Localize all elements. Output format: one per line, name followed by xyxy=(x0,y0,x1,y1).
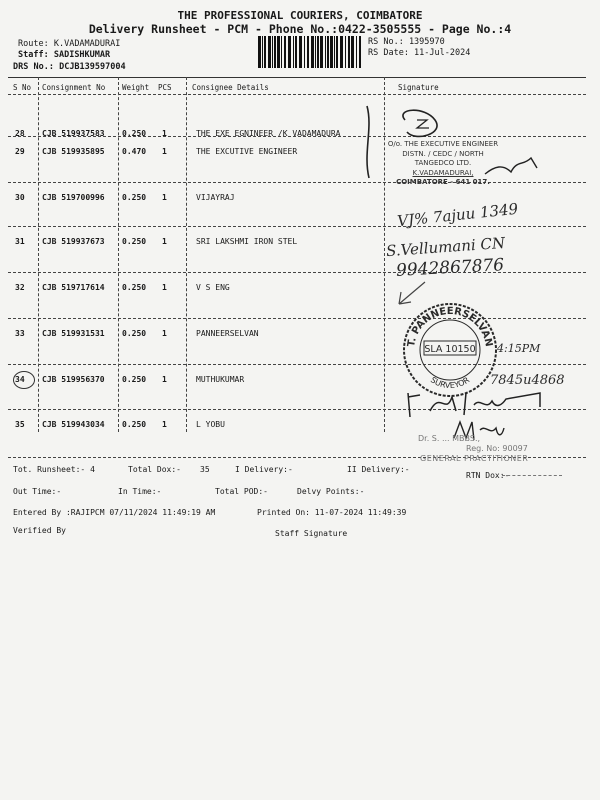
col-header-pcs: PCS xyxy=(158,83,172,92)
row-consignment: CJB 519937583 xyxy=(42,129,105,138)
col-header-weight: Weight xyxy=(122,83,150,92)
row-sno: 31 xyxy=(15,237,25,246)
row-consignment: CJB 519937673 xyxy=(42,237,105,246)
barcode-bar xyxy=(336,36,338,68)
barcode-bar xyxy=(262,36,263,68)
seal-center-text: SLA 10150 xyxy=(424,344,476,355)
barcode-bar xyxy=(317,36,319,68)
row-sno: 33 xyxy=(15,329,25,338)
row-consignee: MUTHUKUMAR xyxy=(196,375,245,384)
row-weight: 0.250 xyxy=(122,420,147,429)
barcode-bar xyxy=(348,36,350,68)
col-sep xyxy=(118,77,119,432)
row-pcs: 1 xyxy=(162,375,167,384)
barcode-bar xyxy=(325,36,326,68)
col-header-consignee: Consignee Details xyxy=(192,83,269,92)
barcode-bar xyxy=(281,36,282,68)
barcode-bar xyxy=(320,36,323,68)
row-weight: 0.250 xyxy=(122,193,147,202)
row-weight: 0.250 xyxy=(122,283,147,292)
rtn-dox: RTN Dox:- xyxy=(466,471,510,480)
out-time: Out Time:- xyxy=(13,487,62,496)
col-header-signature: Signature xyxy=(398,83,439,92)
row-consignee: SRI LAKSHMI IRON STEL xyxy=(196,237,298,246)
barcode-bar xyxy=(304,36,305,68)
handwritten-name-row31: S.Vellumani CN xyxy=(385,233,506,261)
barcode-bar xyxy=(277,36,280,68)
row-sno: 35 xyxy=(15,420,25,429)
drs-row xyxy=(13,62,126,72)
barcode-bar xyxy=(315,36,316,68)
drs-value: DCJB139597004 xyxy=(59,62,126,72)
stamp-line: DISTN. / CEDC / NORTH xyxy=(402,149,484,158)
row-pcs: 1 xyxy=(162,147,167,156)
row-divider xyxy=(8,226,586,227)
table-top-border xyxy=(8,77,586,78)
total-dox-label: Total Dox:- xyxy=(128,465,181,474)
verified-by: Verified By xyxy=(13,526,66,535)
stamp-line: O/o. THE EXECUTIVE ENGINEER xyxy=(387,140,499,148)
row-weight: 0.250 xyxy=(122,375,147,384)
header-divider xyxy=(8,94,586,95)
row-sno: 34 xyxy=(15,375,25,384)
barcode-bar xyxy=(334,36,335,68)
handwritten-signature-row28 xyxy=(355,98,585,193)
staff-signature: Staff Signature xyxy=(275,529,348,538)
barcode-bar xyxy=(264,36,266,68)
printed-on: Printed On: 11-07-2024 11:49:39 xyxy=(257,508,407,517)
row-consignment: CJB 519943034 xyxy=(42,420,105,429)
handwritten-time-row33: 4:15PM xyxy=(497,342,541,355)
row-consignee: L YOBU xyxy=(196,420,225,429)
row-pcs: 1 xyxy=(162,329,167,338)
stamp-line: TANGEDCO LTD. xyxy=(414,159,472,167)
total-pod: Total POD:- xyxy=(215,487,268,496)
seal-bottom-text: SURVEYOR xyxy=(428,375,472,391)
row-pcs: 1 xyxy=(162,283,167,292)
barcode-bar xyxy=(340,36,343,68)
runsheet-title: Delivery Runsheet - PCM - Phone No.:0422-3505555 - Page No.:4 xyxy=(88,22,512,36)
ii-delivery: II Delivery:- xyxy=(347,465,410,474)
delvy-points: Delvy Points:- xyxy=(297,487,365,496)
row-weight: 0.250 xyxy=(122,329,147,338)
barcode-bar xyxy=(327,36,329,68)
staff-value: SADISHKUMAR xyxy=(53,50,111,60)
row-consignee: VIJAYRAJ xyxy=(196,193,235,202)
col-header-sno: S No xyxy=(13,83,32,92)
route-row xyxy=(18,39,120,49)
barcode-bar xyxy=(345,36,346,68)
row-consignment: CJB 519717614 xyxy=(42,283,105,292)
row-sno: 30 xyxy=(15,193,25,202)
barcode-bar xyxy=(356,36,357,68)
total-dox-value: 35 xyxy=(200,465,210,474)
row-weight: 0.250 xyxy=(122,237,147,246)
stamp-line: Reg. No: 90097 xyxy=(466,444,528,453)
entered-by: Entered By :RAJIPCM 07/11/2024 11:49:19 AM xyxy=(13,508,216,517)
row-consignment: CJB 519956370 xyxy=(42,375,105,384)
row-sno: 29 xyxy=(15,147,25,156)
barcode xyxy=(258,36,363,68)
barcode-bar xyxy=(330,36,333,68)
handwritten-phone-row31: 9942867876 xyxy=(395,255,505,281)
rs-number: RS No.: 1395970 xyxy=(368,37,445,47)
stamp-line: Dr. S. ... MBBS., xyxy=(418,434,481,443)
barcode-bar xyxy=(268,36,271,68)
row-pcs: 1 xyxy=(162,237,167,246)
i-delivery: I Delivery:- xyxy=(235,465,293,474)
barcode-bar xyxy=(284,36,286,68)
barcode-bar xyxy=(274,36,276,68)
row-consignee: THE EXE EGNINEER /K VADAMADURA xyxy=(196,129,341,138)
row-consignee: THE EXCUTIVE ENGINEER xyxy=(196,147,298,156)
col-sep xyxy=(38,77,39,432)
barcode-bar xyxy=(272,36,273,68)
col-sep xyxy=(186,77,187,432)
row-pcs: 1 xyxy=(162,129,167,138)
barcode-bar xyxy=(258,36,261,68)
barcode-bar xyxy=(299,36,302,68)
handwritten-note-row30: VJ% 7ajuu 1349 xyxy=(396,199,519,231)
barcode-bar xyxy=(295,36,297,68)
stamp-line: COIMBATORE - 641 017. xyxy=(396,178,490,186)
barcode-bar xyxy=(293,36,294,68)
in-time: In Time:- xyxy=(118,487,162,496)
rtn-dox-line xyxy=(502,475,562,476)
route-value: K.VADAMADURAI xyxy=(53,39,121,49)
row-pcs: 1 xyxy=(162,420,167,429)
tot-runsheet: Tot. Runsheet:- 4 xyxy=(13,465,95,474)
row-consignee: PANNEERSELVAN xyxy=(196,329,259,338)
barcode-bar xyxy=(359,36,361,68)
barcode-bar xyxy=(307,36,309,68)
staff-label: Staff: xyxy=(18,50,49,60)
stamp-line: GENERAL PRACTITIONER xyxy=(420,454,529,463)
company-name: THE PROFESSIONAL COURIERS, COIMBATORE xyxy=(177,9,423,22)
rs-date: RS Date: 11-Jul-2024 xyxy=(368,48,471,58)
row-consignment: CJB 519700996 xyxy=(42,193,105,202)
seal-top-text: T. PANNEERSELVAN xyxy=(406,305,494,348)
row-weight: 0.250 xyxy=(122,129,147,138)
row-weight: 0.470 xyxy=(122,147,147,156)
barcode-bar xyxy=(351,36,354,68)
route-label: Route: xyxy=(18,39,49,49)
barcode-bar xyxy=(311,36,314,68)
drs-label: DRS No.: xyxy=(13,62,54,72)
handwritten-phone-row34: 7845u4868 xyxy=(490,373,565,388)
barcode-bar xyxy=(288,36,291,68)
row-consignee: V S ENG xyxy=(196,283,230,292)
row-sno: 32 xyxy=(15,283,25,292)
stamp-line: K.VADAMADURAI, xyxy=(412,168,474,177)
doctor-stamp xyxy=(418,434,528,464)
row-pcs: 1 xyxy=(162,193,167,202)
row-sno: 28 xyxy=(15,129,25,138)
col-header-consignment: Consignment No xyxy=(42,83,106,92)
staff-row xyxy=(18,50,110,60)
row-consignment: CJB 519935895 xyxy=(42,147,105,156)
row-consignment: CJB 519931531 xyxy=(42,329,105,338)
